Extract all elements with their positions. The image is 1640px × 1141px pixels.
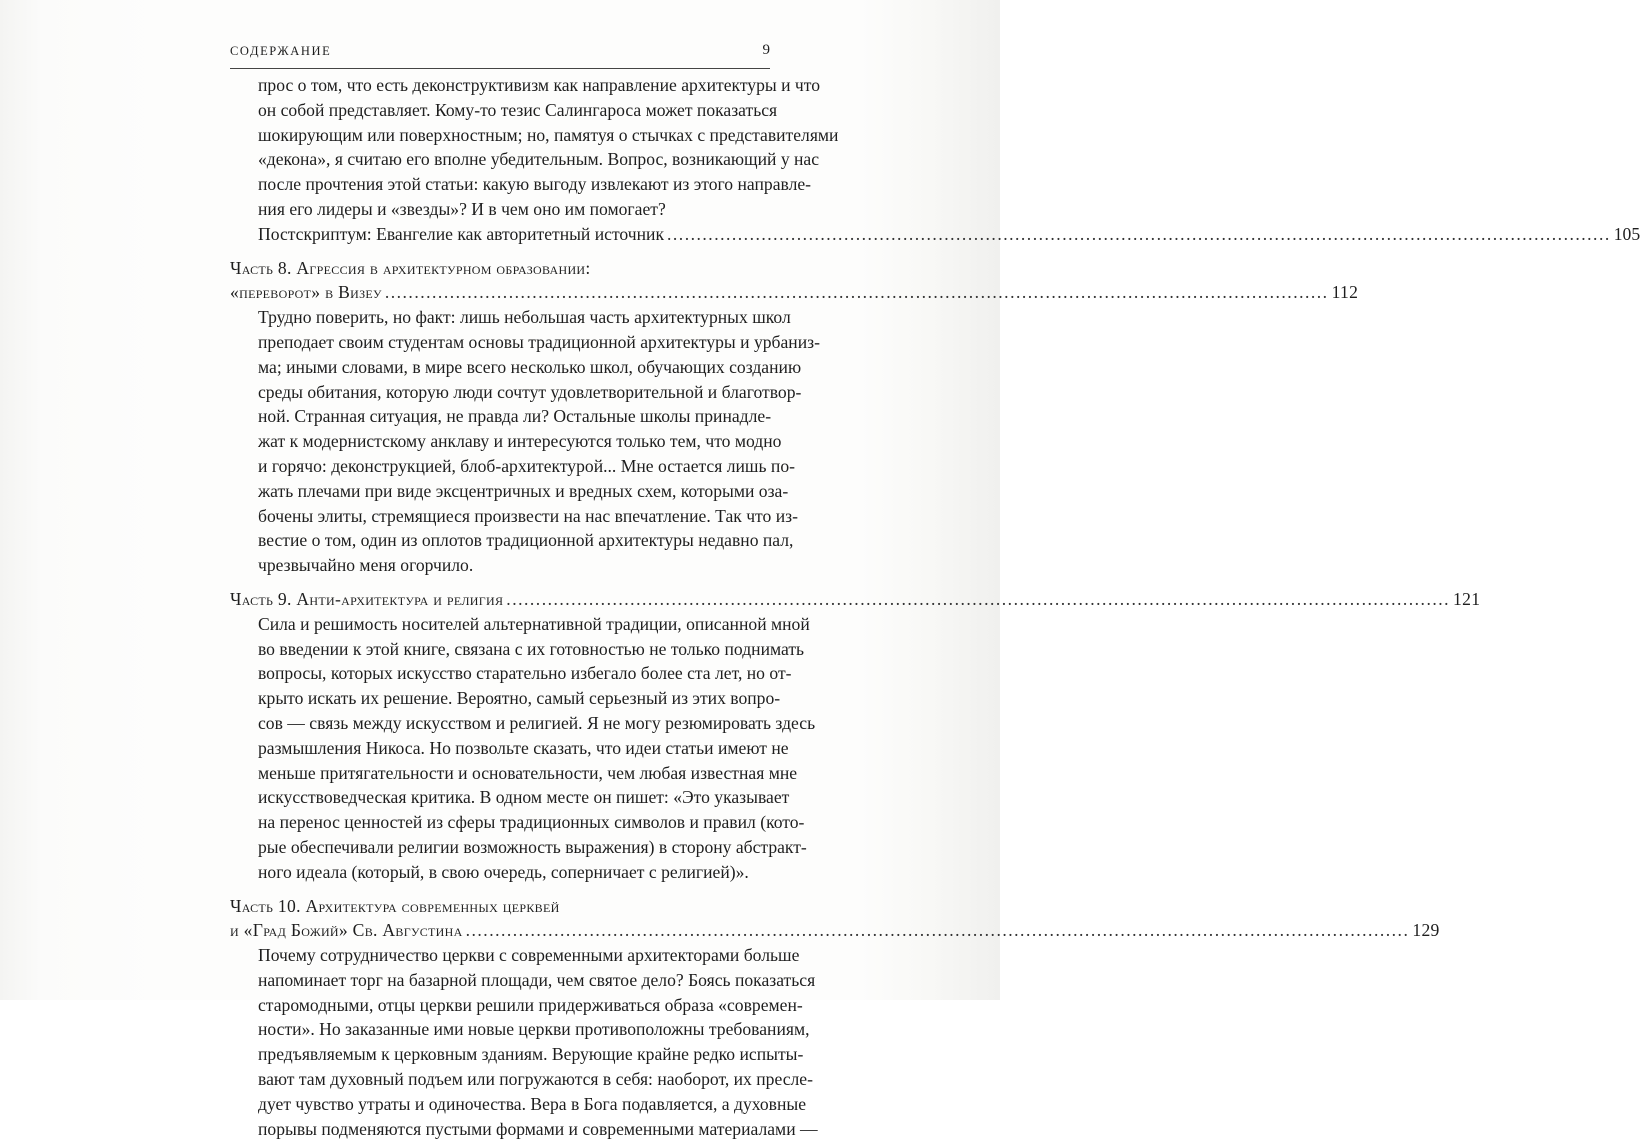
summary-line: Почему сотрудничество церкви с современными архитекторами больше bbox=[258, 945, 800, 966]
toc-page-number: 105 bbox=[1613, 223, 1640, 244]
summary-line: ного идеала (который, в свою очередь, соперничает с религией)». bbox=[258, 861, 749, 882]
summary-line: Трудно поверить, но факт: лишь небольшая часть архитектурных школ bbox=[258, 307, 791, 328]
summary-line: на перенос ценностей из сферы традиционных символов и правил (кото- bbox=[258, 812, 805, 833]
section-spacer bbox=[230, 885, 770, 894]
running-head: СОДЕРЖАНИЕ bbox=[230, 44, 332, 58]
summary-line: преподает своим студентам основы традиционной архитектуры и урбаниз- bbox=[258, 331, 820, 352]
toc-part-title: Часть 9. Анти-архитектура и религия bbox=[230, 588, 504, 609]
summary-line: ния его лидеры и «звезды»? И в чем оно им помогает? bbox=[258, 198, 666, 219]
summary-line: предъявляемым к церковным зданиям. Верующие крайне редко испыты- bbox=[258, 1044, 804, 1065]
summary-line: вестие о том, один из оплотов традиционной архитектуры недавно пал, bbox=[258, 530, 794, 551]
summary-line: жат к модернистскому анклаву и интересуются только тем, что модно bbox=[258, 431, 782, 452]
summary-line: он собой представляет. Кому-то тезис Салингароса может показаться bbox=[258, 99, 778, 120]
toc-part-entry[interactable] bbox=[230, 587, 1481, 612]
summary-line: бочены элиты, стремящиеся произвести на нас впечатление. Так что из- bbox=[258, 505, 798, 526]
toc-page-number: 121 bbox=[1453, 588, 1481, 609]
summary-line: дует чувство утраты и одиночества. Вера в Бога подавляется, а духовные bbox=[258, 1093, 807, 1114]
page-header bbox=[230, 44, 770, 66]
summary-line: «декона», я считаю его вполне убедительным. Вопрос, возникающий у нас bbox=[258, 149, 820, 170]
summary-line: старомодными, отцы церкви решили придерживаться образа «современ- bbox=[258, 994, 803, 1015]
toc-page-number: 112 bbox=[1331, 282, 1359, 303]
chapter-summary bbox=[230, 612, 816, 885]
summary-line: ности». Но заказанные ими новые церкви противоположны требованиям, bbox=[258, 1019, 810, 1040]
chapter-summary bbox=[230, 943, 818, 1141]
summary-line: прос о том, что есть деконструктивизм как направление архитектуры и что bbox=[258, 75, 821, 95]
summary-line: чрезвычайно меня огорчило. bbox=[258, 555, 474, 576]
toc-page-number: 129 bbox=[1412, 920, 1440, 941]
section-spacer bbox=[230, 578, 770, 587]
summary-line: искусствоведческая критика. В одном месте он пишет: «Это указывает bbox=[258, 787, 790, 808]
toc-part-entry[interactable] bbox=[230, 280, 1359, 305]
summary-line: порывы подменяются пустыми формами и современными материалами — bbox=[258, 1118, 818, 1139]
dot-leader bbox=[506, 587, 1450, 612]
toc-part-entry[interactable] bbox=[230, 918, 1440, 943]
toc-subentry-title: Постскриптум: Евангелие как авторитетный источник bbox=[258, 223, 664, 244]
chapter-summary bbox=[230, 305, 820, 578]
summary-line: среды обитания, которую люди сочтут удовлетворительной и благотвор- bbox=[258, 381, 802, 402]
summary-line: крыто искать их решение. Вероятно, самый серьезный из этих вопро- bbox=[258, 688, 781, 709]
header-rule bbox=[230, 68, 770, 69]
summary-line: Сила и решимость носителей альтернативной традиции, описанной мной bbox=[258, 613, 810, 634]
dot-leader bbox=[466, 918, 1410, 943]
summary-line: меньше притягательности и основательности, чем любая известная мне bbox=[258, 762, 798, 783]
toc-part-title: и «Град Божий» Св. Августина bbox=[230, 920, 463, 941]
dot-leader bbox=[667, 222, 1611, 247]
summary-line: во введении к этой книге, связана с их готовностью не только поднимать bbox=[258, 638, 805, 659]
summary-line: шокирующим или поверхностным; но, памятуя о стычках с представителями bbox=[258, 124, 839, 145]
chapter-summary bbox=[230, 73, 839, 222]
dot-leader bbox=[385, 280, 1329, 305]
toc-subentry[interactable] bbox=[230, 222, 1640, 247]
summary-line: вают там духовный подъем или погружаются в себя: наоборот, их пресле- bbox=[258, 1069, 813, 1090]
summary-line: сов — связь между искусством и религией. Я не могу резюмировать здесь bbox=[258, 712, 816, 733]
part-title-line: Часть 8. Агрессия в архитектурном образовании: bbox=[230, 257, 591, 278]
summary-line: после прочтения этой статьи: какую выгоду извлекают из этого направле- bbox=[258, 174, 812, 195]
summary-line: ма; иными словами, в мире всего несколько школ, обучающих созданию bbox=[258, 356, 802, 377]
summary-line: ной. Странная ситуация, не правда ли? Остальные школы принадле- bbox=[258, 406, 772, 427]
table-of-contents bbox=[230, 73, 1640, 1141]
page-number: 9 bbox=[762, 42, 770, 58]
summary-line: рые обеспечивали религии возможность выражения) в сторону абстракт- bbox=[258, 836, 807, 857]
summary-line: напоминает торг на базарной площади, чем святое дело? Боясь показаться bbox=[258, 969, 816, 990]
toc-part-title: «переворот» в Визеу bbox=[230, 282, 382, 303]
part-title-line: Часть 10. Архитектура современных церквей bbox=[230, 895, 560, 916]
section-spacer bbox=[230, 247, 770, 256]
summary-line: и горячо: деконструкцией, блоб-архитектурой... Мне остается лишь по- bbox=[258, 455, 795, 476]
summary-line: жать плечами при виде эксцентричных и вредных схем, которыми оза- bbox=[258, 480, 789, 501]
summary-line: размышления Никоса. Но позвольте сказать, что идеи статьи имеют не bbox=[258, 737, 789, 758]
summary-line: вопросы, которых искусство старательно избегало более ста лет, но от- bbox=[258, 663, 792, 684]
